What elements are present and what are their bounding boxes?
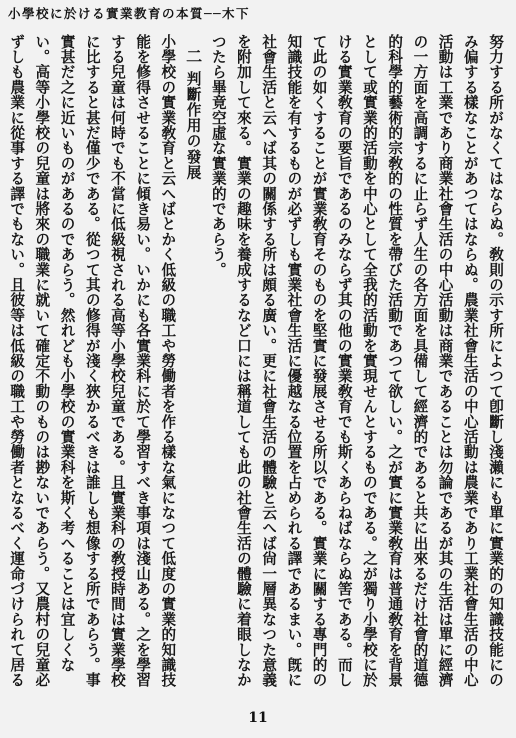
- page-number: 11: [248, 710, 268, 726]
- section-title: 判斷作用の發展: [184, 70, 202, 180]
- paragraph-2: 小學校の實業敎育と云へばとかく低級の職工や勞働者を作る樣な氣になつて低度の實業的知識技能を修得させることに傾き易い。いかにも各實業科に於て學習すべき事項は淺山ある。之を學習する兒童は何時でも不當に低級視される高等小學校兒童である。且實業科の敎授時間は實業學校に比すると甚だ僅少である。從つて其の修得が淺く狹かるべきは誰しも想像する所であらう。事實甚だ之に近いものがあるのであらう。然れども小學校の實業科を斯く考へることは宜しくない。高等小學校の兒童は將來の職業に就いて確定不動のものは尠ないであらう。又農村の兒童必ずしも農業に從事する譯でもない。且彼等は低級の職工や勞働者となるべく運命づけられて居る: [8, 34, 177, 688]
- paragraph-1: 努力する所がなくてはならぬ。敎則の示す所によつて卽斷し淺瀨にも單に實業的の知識技能にのみ偏する樣なことがあつてはならぬ。農業社會生活の中心活動は農業であり工業社會生活の中心活動は工業であり商業社會生活の中心活動は商業であることは勿論であるが其の生活は單に經濟の一方面を高調するに止らず人生の各方面を具備して經濟的であると共に出來るだけ社會的道德的科學的藝術的宗敎的の性質を帶びた活動であつて欲しい。之が實に實業敎育は普通敎育を背景として或實業的活動を中心として全我的活動を實現せんとするものである。之が獨り小學校に於ける實業敎育の要旨であるのみならず其の他の實業敎育でも斯くあらねばならぬ筈である。而して此の如くすることが實業敎育そのものを堅實に發展させる所以である。實業に關する專門的の知識技能を有するものが必ずしも實業社會生活に優越なる位置を占められる譯であるまい。旣に社會生活と云へば其の關係する所は頗る廣い。更に社會生活の體驗と云へば尙一層異なつた意義を附加して來る。實業の趣味を養成するなど口には稱道しても此の社會生活の體驗に着眼しなかつたら畢竟空虛な實業的であらう。: [209, 34, 504, 688]
- section-heading: [180, 34, 205, 696]
- running-header: 小學校に於ける實業教育の本質──木下: [8, 6, 251, 21]
- vertical-body-text: [8, 34, 508, 696]
- section-number: 二: [183, 48, 203, 65]
